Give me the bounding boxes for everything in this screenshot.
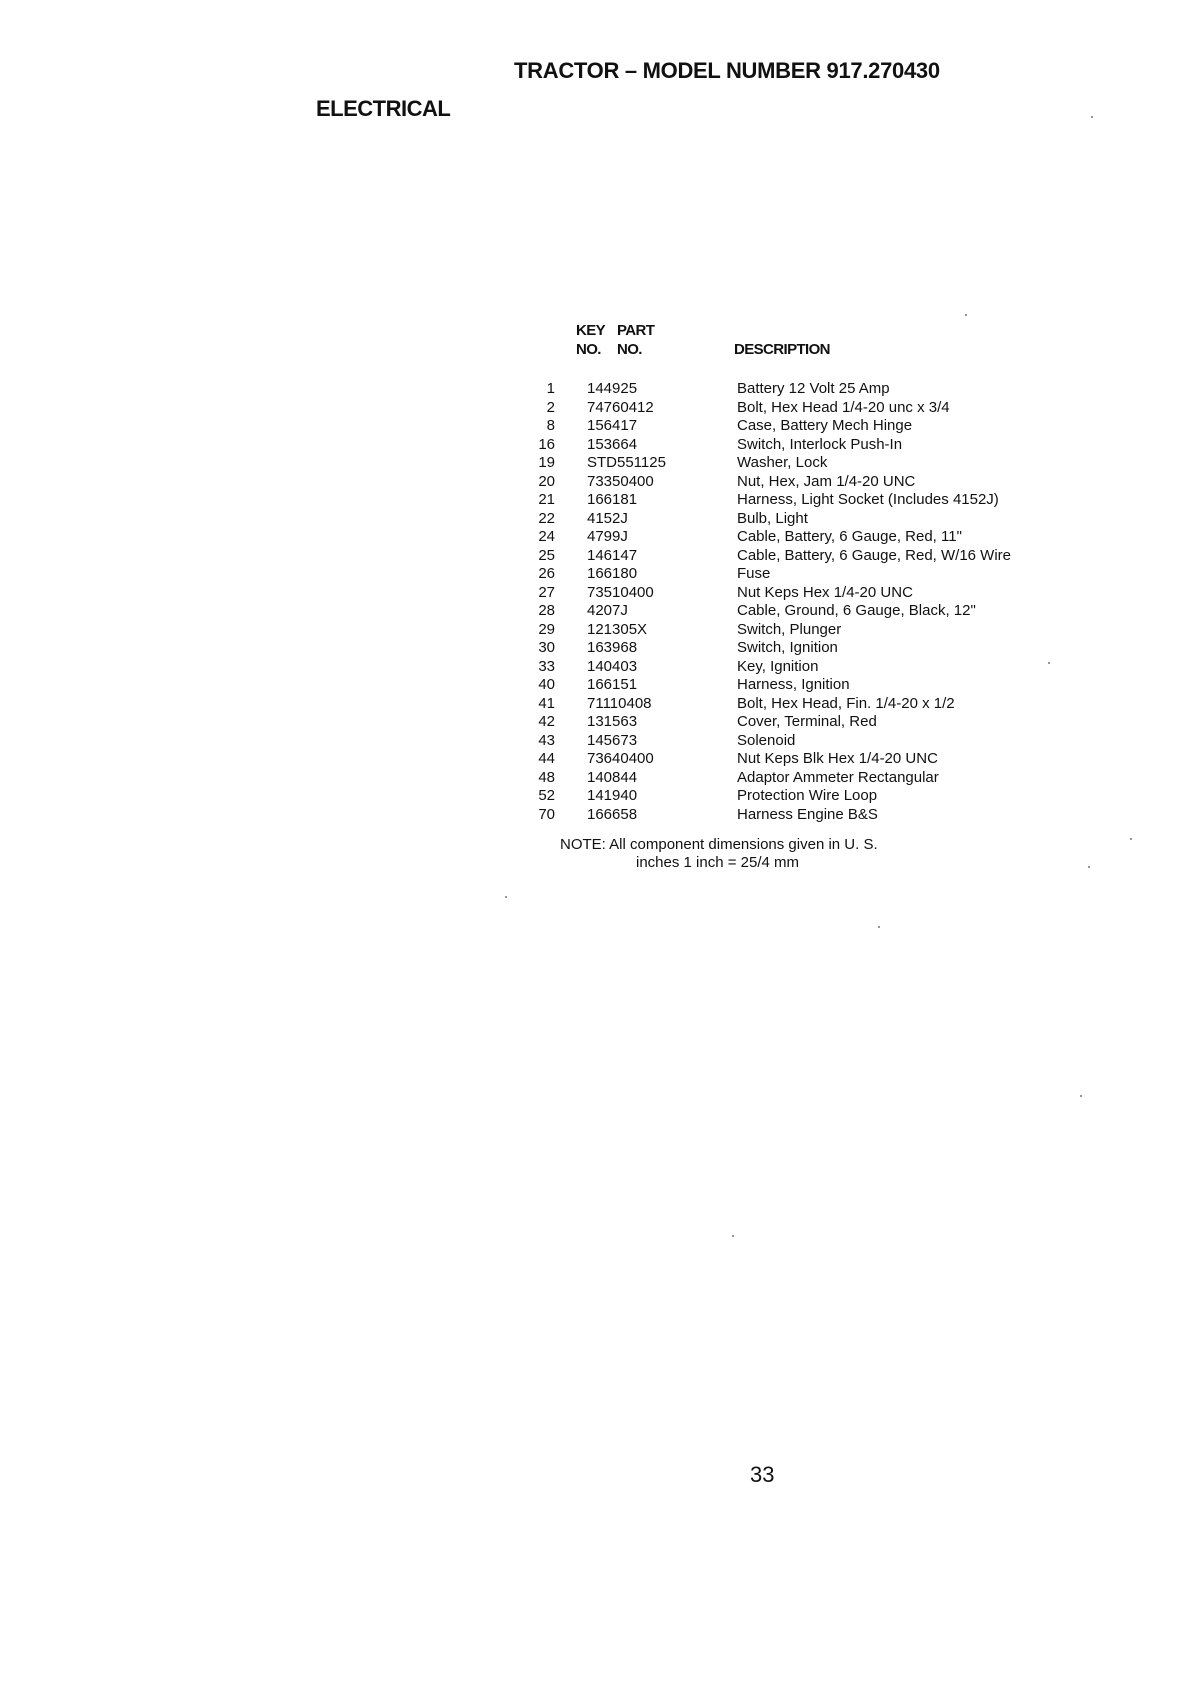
part-no: 163968	[587, 639, 638, 656]
part-description: Bulb, Light	[737, 509, 808, 527]
part-no: 145673	[587, 731, 638, 749]
part-description: Bolt, Hex Head, Fin. 1/4-20 x 1/2	[737, 694, 955, 712]
key-no: 70	[538, 805, 555, 823]
part-description: Switch, Plunger	[737, 620, 842, 638]
key-no: 1	[546, 380, 555, 397]
scan-speck	[732, 1235, 734, 1237]
key-no: 16	[538, 435, 555, 453]
part-description: Harness Engine B&S	[737, 805, 878, 823]
part-no: 74760412	[587, 398, 654, 416]
key-no: 52	[538, 787, 555, 804]
part-description: Case, Battery Mech Hinge	[737, 417, 913, 434]
part-no: 166181	[587, 491, 638, 508]
key-no: 19	[538, 454, 555, 471]
scan-speck	[1048, 662, 1050, 664]
part-description: Switch, Interlock Push-In	[737, 435, 903, 453]
part-no: 71110408	[587, 694, 652, 712]
key-no: 22	[538, 509, 555, 527]
part-no: 4207J	[587, 602, 628, 619]
part-description: Harness, Light Socket (Includes 4152J)	[737, 491, 999, 508]
key-no: 48	[538, 768, 555, 786]
scan-speck	[965, 314, 967, 316]
part-no: 131563	[587, 713, 638, 730]
part-no: 153664	[587, 435, 638, 453]
key-no: 26	[538, 565, 555, 582]
key-no: 43	[538, 731, 555, 749]
key-no: 29	[538, 620, 555, 638]
scan-speck	[1091, 116, 1093, 118]
scan-speck	[1080, 1095, 1082, 1097]
part-description: Cable, Battery, 6 Gauge, Red, W/16 Wire	[737, 546, 1012, 564]
key-no: 42	[538, 713, 555, 730]
part-no: 166658	[587, 805, 638, 823]
part-no: 73510400	[587, 583, 654, 601]
part-description: Bolt, Hex Head 1/4-20 unc x 3/4	[737, 398, 950, 416]
key-no: 30	[538, 639, 555, 656]
part-description: Switch, Ignition	[737, 639, 838, 656]
note-line-1: NOTE: All component dimensions given in U. S.	[560, 836, 878, 853]
key-no: 21	[538, 491, 555, 508]
header-part-line1: PART	[617, 322, 655, 339]
part-description: Key, Ignition	[737, 657, 819, 675]
part-description: Cable, Battery, 6 Gauge, Red, 11"	[737, 528, 962, 545]
part-no: 144925	[587, 380, 638, 397]
scan-speck	[878, 926, 880, 928]
part-description: Adaptor Ammeter Rectangular	[737, 768, 939, 786]
page-number: 33	[750, 1462, 775, 1487]
key-no: 44	[538, 750, 555, 767]
scan-speck	[1130, 838, 1132, 840]
part-no: 166151	[587, 676, 638, 693]
scan-speck	[1088, 866, 1090, 868]
part-no: 166180	[587, 565, 638, 582]
key-no: 41	[538, 694, 555, 712]
key-no: 2	[546, 398, 555, 416]
part-description: Fuse	[737, 565, 771, 582]
key-no: 24	[538, 528, 555, 545]
part-no: 156417	[587, 417, 638, 434]
part-description: Solenoid	[737, 731, 796, 749]
part-no: 121305X	[587, 620, 648, 638]
part-no: 4799J	[587, 528, 628, 545]
part-no: 4152J	[587, 509, 628, 527]
part-description: Nut Keps Blk Hex 1/4-20 UNC	[737, 750, 938, 767]
part-no: 73640400	[587, 750, 654, 767]
key-no: 28	[538, 602, 555, 619]
header-description: DESCRIPTION	[734, 341, 830, 358]
part-no: 140844	[587, 768, 638, 786]
key-no: 40	[538, 676, 555, 693]
part-description: Nut Keps Hex 1/4-20 UNC	[737, 583, 913, 601]
header-part-line2: NO.	[617, 341, 642, 358]
part-no: STD551125	[587, 454, 666, 471]
section-heading: ELECTRICAL	[316, 96, 451, 121]
part-description: Protection Wire Loop	[737, 787, 878, 804]
part-description: Nut, Hex, Jam 1/4-20 UNC	[737, 472, 916, 490]
part-no: 146147	[587, 546, 638, 564]
part-no: 140403	[587, 657, 638, 675]
part-no: 73350400	[587, 472, 654, 490]
header-key-line2: NO.	[576, 341, 601, 358]
key-no: 25	[538, 546, 555, 564]
part-description: Cable, Ground, 6 Gauge, Black, 12"	[737, 602, 976, 619]
key-no: 8	[546, 417, 555, 434]
page-title: TRACTOR – MODEL NUMBER 917.270430	[514, 58, 940, 83]
header-key-line1: KEY	[576, 322, 606, 339]
key-no: 20	[538, 472, 555, 490]
part-no: 141940	[587, 787, 638, 804]
key-no: 27	[538, 583, 555, 601]
scan-speck	[505, 896, 507, 898]
key-no: 33	[538, 657, 555, 675]
part-description: Battery 12 Volt 25 Amp	[737, 380, 890, 397]
part-description: Harness, Ignition	[737, 676, 850, 693]
note-line-2: inches 1 inch = 25/4 mm	[636, 854, 800, 871]
part-description: Washer, Lock	[737, 454, 828, 471]
part-description: Cover, Terminal, Red	[737, 713, 877, 730]
